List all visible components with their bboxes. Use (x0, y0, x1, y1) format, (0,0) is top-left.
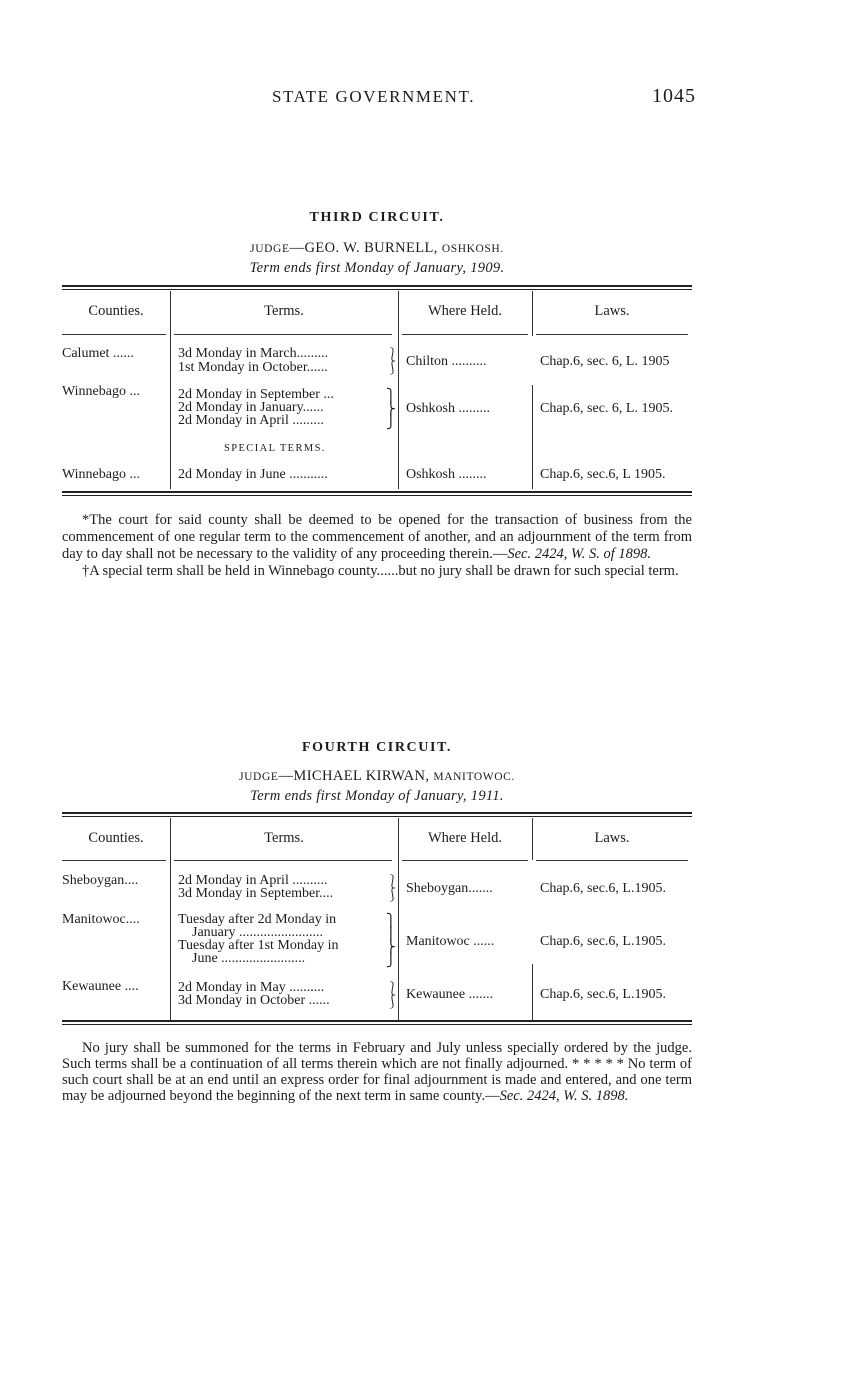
brace-mark: ⎱ ⎰ (386, 981, 400, 1009)
third-circuit-term-ends: Term ends first Monday of January, 1909. (249, 260, 505, 276)
fourth-circuit-heading (62, 738, 692, 806)
term-cell: 3d Monday in September.... (178, 886, 334, 901)
note-paragraph: †A special term shall be held in Winnebago county......but no jury shall be drawn for such special term. (82, 563, 679, 579)
laws-cell: Chap.6, sec. 6, L. 1905. (540, 401, 673, 416)
note-text: *The court for said county shall be deemed to be opened for the transaction of business from the commencement of one regular term to the commencement of another, and an adjournment of the term from day to day shall not be necessary to the validity of any proceeding therein.— (62, 512, 692, 562)
table-top-rule (62, 812, 692, 817)
where-held-cell: Chilton .......... (406, 354, 487, 369)
third-circuit-table (62, 285, 692, 500)
header-counties: Counties. (88, 830, 144, 846)
col-divider (532, 964, 533, 1022)
term-cell: 2d Monday in June ........... (178, 467, 328, 482)
header-underline (174, 334, 392, 335)
header-laws: Laws. (594, 830, 630, 846)
note-citation: Sec. 2424, W. S. of 1898. (507, 546, 651, 562)
header-underline (536, 334, 688, 335)
header-underline (536, 860, 688, 861)
judge-name: MICHAEL KIRWAN, (293, 768, 430, 784)
term-cell: June ........................ (192, 951, 306, 966)
header-terms: Terms. (264, 303, 304, 319)
term-cell: 1st Monday in October...... (178, 360, 328, 375)
where-held-cell: Oshkosh ......... (406, 401, 491, 416)
table-bottom-rule (62, 1020, 692, 1025)
laws-cell: Chap.6, sec.6, L 1905. (540, 467, 666, 482)
where-held-cell: Oshkosh ........ (406, 467, 487, 482)
header-underline (62, 334, 166, 335)
table-top-rule (62, 285, 692, 290)
term-cell: 2d Monday in April .......... (178, 873, 328, 888)
brace-mark: ⎱ ⎰ (386, 347, 400, 375)
laws-cell: Chap.6, sec.6, L.1905. (540, 934, 666, 949)
laws-cell: Chap.6, sec. 6, L. 1905 (540, 354, 670, 369)
term-cell: 3d Monday in October ...... (178, 993, 330, 1008)
brace-mark: ⎱ ⎰ (386, 874, 400, 902)
header-underline (402, 860, 528, 861)
col-divider (532, 385, 533, 489)
header-counties: Counties. (88, 303, 144, 319)
laws-cell: Chap.6, sec.6, L.1905. (540, 987, 666, 1002)
col-divider (170, 291, 171, 489)
note-paragraph (62, 1040, 692, 1104)
term-cell: 3d Monday in March......... (178, 346, 329, 361)
header-where-held: Where Held. (427, 830, 503, 846)
header-where-held: Where Held. (427, 303, 503, 319)
judge-city: OSHKOSH. (441, 243, 504, 255)
term-cell: Tuesday after 1st Monday in (178, 938, 339, 953)
brace-mark: ⎫ ⎪ ⎬ ⎭ (386, 913, 396, 967)
third-circuit-judge: JUDGE—GEO. W. BURNELL, OSHKOSH. (250, 240, 504, 256)
judge-label: JUDGE (239, 771, 279, 783)
term-cell: 2d Monday in January...... (178, 400, 324, 415)
third-circuit-heading (62, 208, 692, 278)
county-cell: Sheboygan.... (62, 873, 139, 888)
term-cell: 2d Monday in May .......... (178, 980, 325, 995)
header-underline (402, 334, 528, 335)
col-divider (170, 818, 171, 1022)
judge-name: GEO. W. BURNELL, (304, 240, 438, 256)
page-number: 1045 (652, 85, 696, 107)
term-cell: Tuesday after 2d Monday in (178, 912, 337, 927)
header-terms: Terms. (264, 830, 304, 846)
term-cell: January ........................ (192, 925, 324, 940)
judge-city: MANITOWOC. (433, 771, 515, 783)
header-underline (174, 860, 392, 861)
third-circuit-title: THIRD CIRCUIT. (309, 210, 445, 225)
note-citation: Sec. 2424, W. S. 1898. (499, 1088, 629, 1104)
special-terms-label: SPECIAL TERMS. (224, 443, 326, 454)
county-cell: Winnebago ... (62, 467, 140, 482)
header-laws: Laws. (594, 303, 630, 319)
laws-cell: Chap.6, sec.6, L.1905. (540, 881, 666, 896)
county-cell: Calumet ...... (62, 346, 134, 361)
fourth-circuit-note (62, 1040, 692, 1104)
where-held-cell: Kewaunee ....... (406, 987, 494, 1002)
fourth-circuit-judge: JUDGE—MICHAEL KIRWAN, MANITOWOC. (239, 768, 515, 784)
county-cell: Winnebago ... (62, 384, 140, 399)
header-underline (62, 860, 166, 861)
third-circuit-notes (62, 512, 692, 580)
term-cell: 2d Monday in April ......... (178, 413, 324, 428)
where-held-cell: Sheboygan....... (406, 881, 493, 896)
fourth-circuit-title: FOURTH CIRCUIT. (301, 740, 453, 755)
fourth-circuit-term-ends: Term ends first Monday of January, 1911. (250, 788, 504, 804)
judge-label: JUDGE (250, 243, 290, 255)
running-title: STATE GOVERNMENT. (272, 87, 476, 106)
fourth-circuit-table (62, 812, 692, 1030)
term-cell: 2d Monday in September ... (178, 387, 334, 402)
note-text: No jury shall be summoned for the terms in February and July unless specially ordered by the judge. Such terms shall be a continuation of all terms therein which are not finally adjourned. * * * * * No term of such court shall be at an end until an express order for final adjournment is made and entered, and one term may be adjourned beyond the beginning of the next term in same county.— (62, 1040, 692, 1104)
table-bottom-rule (62, 491, 692, 496)
county-cell: Kewaunee .... (62, 979, 139, 994)
where-held-cell: Manitowoc ...... (406, 934, 495, 949)
col-divider (398, 291, 399, 489)
note-paragraph (62, 512, 692, 563)
brace-mark: ⎫ ⎬ ⎭ (386, 388, 396, 429)
county-cell: Manitowoc.... (62, 912, 140, 927)
running-header (0, 87, 859, 113)
